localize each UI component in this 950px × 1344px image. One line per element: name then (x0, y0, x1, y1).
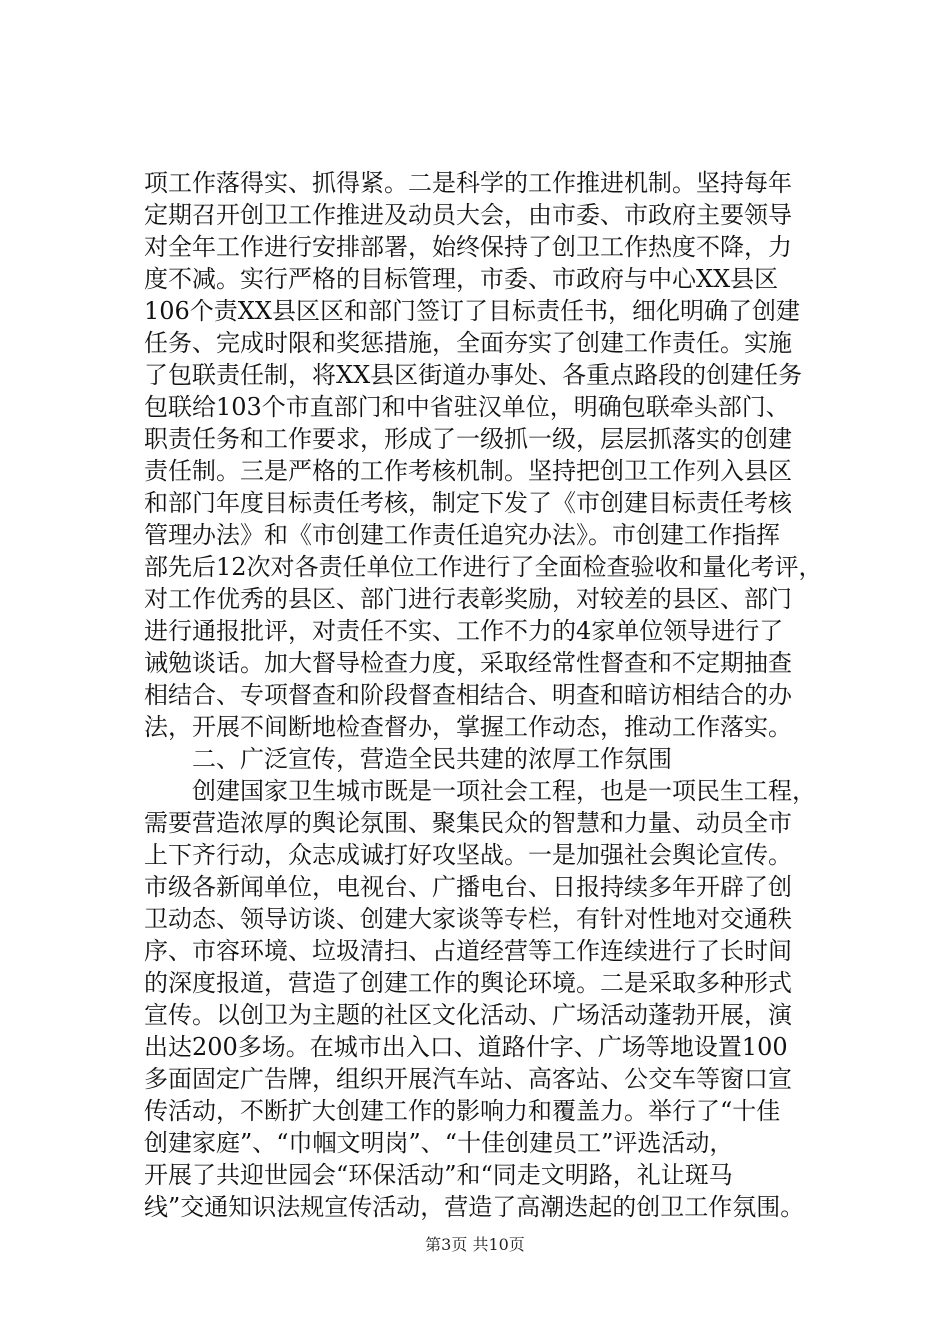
text-line: 开展了共迎世园会“环保活动”和“同走文明路，礼让斑马 (144, 1161, 733, 1189)
text-line: 职责任务和工作要求，形成了一级抓一级，层层抓落实的创建 (144, 425, 792, 453)
text-line: 传活动，不断扩大创建工作的影响力和覆盖力。举行了“十佳 (144, 1097, 781, 1125)
text-line: 市级各新闻单位，电视台、广播电台、日报持续多年开辟了创 (144, 873, 792, 901)
text-line: 需要营造浓厚的舆论氛围、聚集民众的智慧和力量、动员全市 (144, 809, 792, 837)
document-body (144, 167, 834, 1223)
text-line: 创建国家卫生城市既是一项社会工程，也是一项民生工程， (144, 777, 816, 805)
text-line: 法，开展不间断地检查督办，掌握工作动态，推动工作落实。 (144, 713, 792, 741)
text-line: 度不减。实行严格的目标管理，市委、市政府与中心XX县区 (144, 265, 779, 293)
text-line: 管理办法》和《市创建工作责任追究办法》。市创建工作指挥 (144, 521, 780, 549)
text-line: 出达200多场。在城市出入口、道路什字、广场等地设置100 (144, 1033, 788, 1061)
text-line: 部先后12次对各责任单位工作进行了全面检查验收和量化考评， (144, 553, 823, 581)
text-line: 对工作优秀的县区、部门进行表彰奖励，对较差的县区、部门 (144, 585, 792, 613)
text-line: 106个责XX县区区和部门签订了目标责任书，细化明确了创建 (144, 297, 800, 325)
page-number-footer: 第3页 共10页 (425, 1235, 525, 1254)
text-line: 线”交通知识法规宣传活动，营造了高潮迭起的创卫工作氛围。 (144, 1193, 805, 1221)
text-line: 了包联责任制，将XX县区街道办事处、各重点路段的创建任务 (144, 361, 803, 389)
text-line: 定期召开创卫工作推进及动员大会，由市委、市政府主要领导 (144, 201, 792, 229)
text-line: 卫动态、领导访谈、创建大家谈等专栏，有针对性地对交通秩 (144, 905, 792, 933)
text-line: 项工作落得实、抓得紧。二是科学的工作推进机制。坚持每年 (144, 169, 792, 197)
text-line: 诫勉谈话。加大督导检查力度，采取经常性督查和不定期抽查 (144, 649, 792, 677)
text-line: 的深度报道，营造了创建工作的舆论环境。二是采取多种形式 (144, 969, 792, 997)
text-line: 宣传。以创卫为主题的社区文化活动、广场活动蓬勃开展，演 (144, 1001, 792, 1029)
text-line: 创建家庭”、“巾帼文明岗”、“十佳创建员工”评选活动， (144, 1129, 734, 1157)
text-line: 进行通报批评，对责任不实、工作不力的4家单位领导进行了 (144, 617, 784, 645)
text-line: 任务、完成时限和奖惩措施，全面夯实了创建工作责任。实施 (144, 329, 792, 357)
text-line: 序、市容环境、垃圾清扫、占道经营等工作连续进行了长时间 (144, 937, 792, 965)
text-line: 多面固定广告牌，组织开展汽车站、高客站、公交车等窗口宣 (144, 1065, 792, 1093)
text-line: 相结合、专项督查和阶段督查相结合、明查和暗访相结合的办 (144, 681, 792, 709)
text-line: 包联给103个市直部门和中省驻汉单位，明确包联牵头部门、 (144, 393, 790, 421)
section-heading: 二、广泛宣传，营造全民共建的浓厚工作氛围 (144, 745, 672, 773)
text-line: 和部门年度目标责任考核，制定下发了《市创建目标责任考核 (144, 489, 792, 517)
body-text (144, 167, 834, 1223)
text-line: 上下齐行动，众志成诚打好攻坚战。一是加强社会舆论宣传。 (144, 841, 792, 869)
text-line: 对全年工作进行安排部署，始终保持了创卫工作热度不降，力 (144, 233, 792, 261)
text-line: 责任制。三是严格的工作考核机制。坚持把创卫工作列入县区 (144, 457, 792, 485)
